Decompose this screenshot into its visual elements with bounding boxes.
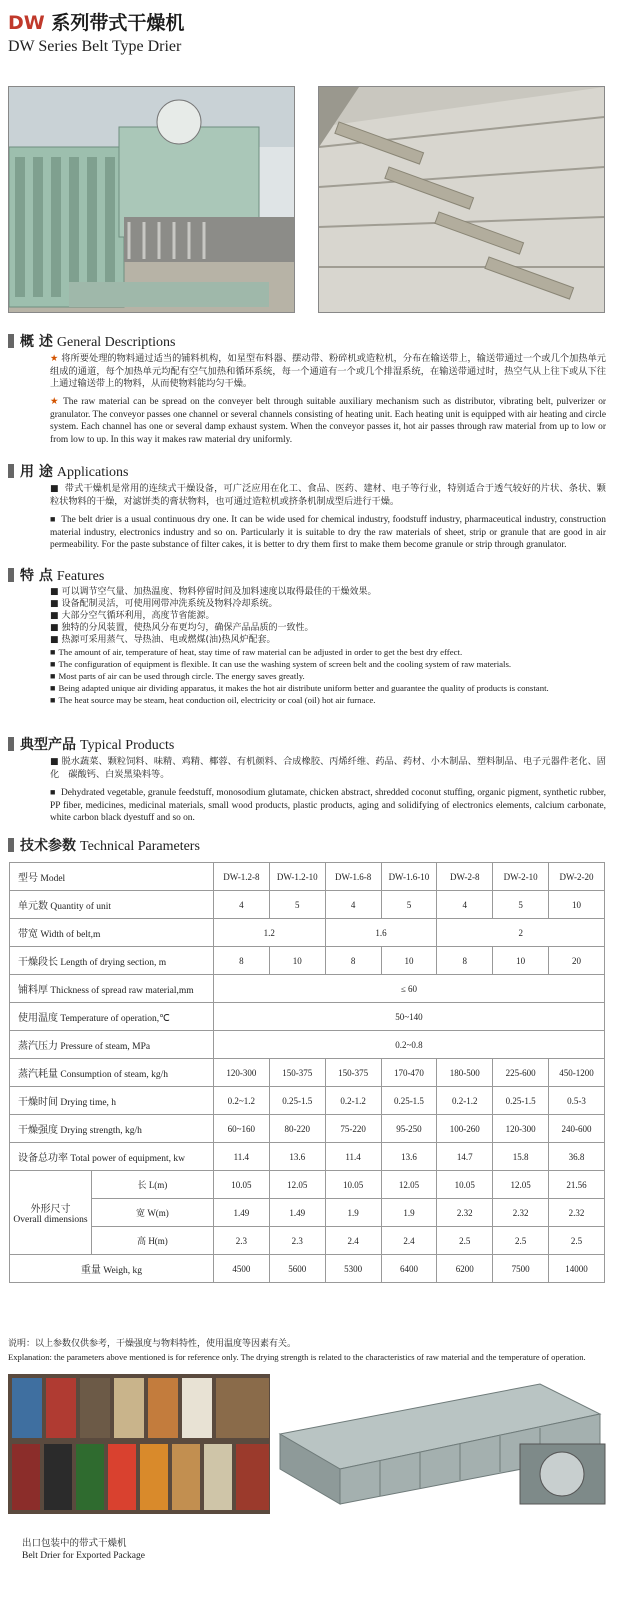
table-cell: 2.4 bbox=[381, 1227, 437, 1255]
label-cn: 蒸汽耗量 bbox=[18, 1069, 58, 1080]
label-cn: 单元数 bbox=[18, 901, 48, 912]
table-cell: 450-1200 bbox=[549, 1059, 605, 1087]
general-text-cn: 将所要处理的物料通过适当的铺料机构，如星型布料器、摆动带、粉碎机或造粒机，分布在输送带上，输送带通过一个或几个加热单元组成的通道，每个加热单元均配有空气加热和循环系统，每一个通道有一个或几个排湿系统，在输送带通过时，热空气从上往下或从下往上通过输送带上的物料，从而使物料能均匀干燥。 bbox=[50, 353, 606, 390]
label-cn: 铺料厚 bbox=[18, 985, 48, 996]
table-cell: 20 bbox=[549, 947, 605, 975]
table-cell: 1.49 bbox=[269, 1199, 325, 1227]
model-cell: DW-1.6-10 bbox=[381, 863, 437, 891]
label-cn: 高 bbox=[137, 1237, 147, 1247]
row-label bbox=[10, 863, 214, 891]
star-icon: ★ bbox=[50, 353, 59, 364]
row-label bbox=[10, 1115, 214, 1143]
table-cell: 180-500 bbox=[437, 1059, 493, 1087]
section-marker bbox=[8, 737, 14, 751]
row-label bbox=[10, 1003, 214, 1031]
model-cell: DW-1.6-8 bbox=[325, 863, 381, 891]
table-cell: 4500 bbox=[213, 1255, 269, 1283]
list-item bbox=[50, 658, 610, 670]
table-cell: 2.5 bbox=[549, 1227, 605, 1255]
table-row bbox=[10, 891, 605, 919]
feature-cn: 独特的分风装置，使热风分布更均匀，确保产品品质的一致性。 bbox=[61, 623, 314, 633]
bullet-icon: ■ bbox=[50, 647, 56, 657]
section-marker bbox=[8, 568, 14, 582]
label-en: Thickness of spread raw material,mm bbox=[50, 986, 194, 996]
table-row bbox=[10, 1255, 605, 1283]
table-cell: 0.2~0.8 bbox=[213, 1031, 604, 1059]
label-cn: 宽 bbox=[136, 1209, 146, 1219]
label-en: Consumption of steam, kg/h bbox=[60, 1070, 169, 1080]
table-cell: 2.3 bbox=[269, 1227, 325, 1255]
row-label bbox=[91, 1171, 213, 1199]
section-features-cn: 特 点 bbox=[20, 568, 53, 584]
feature-en: Most parts of air can be used through circle. The energy saves greatly. bbox=[58, 671, 305, 681]
caption-en: Belt Drier for Exported Package bbox=[22, 1551, 145, 1561]
table-cell: 4 bbox=[213, 891, 269, 919]
row-label bbox=[10, 1059, 214, 1087]
section-general-cn: 概 述 bbox=[20, 334, 53, 350]
list-item bbox=[50, 682, 610, 694]
applications-para-cn bbox=[50, 483, 606, 508]
bullet-icon: ■ bbox=[50, 599, 59, 609]
label-cn: 使用温度 bbox=[18, 1013, 58, 1024]
label-cn: 设备总功率 bbox=[18, 1153, 68, 1164]
table-cell: 2.32 bbox=[437, 1199, 493, 1227]
table-row bbox=[10, 1115, 605, 1143]
table-cell: 100-260 bbox=[437, 1115, 493, 1143]
table-row bbox=[10, 947, 605, 975]
caption-cn: 出口包装中的带式干燥机 bbox=[22, 1538, 127, 1549]
table-cell: 2.4 bbox=[325, 1227, 381, 1255]
model-cell: DW-2-10 bbox=[493, 863, 549, 891]
section-applications-cn: 用 途 bbox=[20, 464, 53, 480]
table-cell: 2.32 bbox=[549, 1199, 605, 1227]
products-para-cn bbox=[50, 756, 606, 781]
model-cell: DW-2-20 bbox=[549, 863, 605, 891]
row-label bbox=[10, 975, 214, 1003]
table-cell: 150-375 bbox=[325, 1059, 381, 1087]
bullet-icon: ■ bbox=[50, 695, 56, 705]
list-item bbox=[50, 634, 610, 646]
list-item bbox=[50, 622, 610, 634]
table-cell: 1.2 bbox=[213, 919, 325, 947]
table-cell: 5 bbox=[269, 891, 325, 919]
row-label bbox=[10, 947, 214, 975]
table-cell: 12.05 bbox=[269, 1171, 325, 1199]
label-cn: 干燥强度 bbox=[18, 1125, 58, 1136]
products-text-en: Dehydrated vegetable, granule feedstuff, monosodium glutamate, chicken abstract, shredded coconut stuffing, organic pigment, synthetic rubber, PP fiber, medicines, medicinal materials, small wood products, plastic products, aging and solidifying of electronics elements, calcium carbonate, white carbon black dyestuff and so on. bbox=[50, 788, 606, 824]
row-label bbox=[10, 891, 214, 919]
section-marker bbox=[8, 464, 14, 478]
table-cell: 8 bbox=[437, 947, 493, 975]
section-general-en: General Descriptions bbox=[56, 335, 176, 350]
section-features-en: Features bbox=[56, 569, 105, 584]
section-marker bbox=[8, 334, 14, 348]
table-cell: 2.32 bbox=[493, 1199, 549, 1227]
table-cell: 150-375 bbox=[269, 1059, 325, 1087]
general-text-en: The raw material can be spread on the conveyer belt through suitable auxiliary mechanism such as distributor, vibrating belt, pulverizer or granulator. The conveyor passes one channel or several channels consisting of heating unit. Each heating unit is equipped with air heating and circle system. Each channel has one or several damp exhaust system. When the conveyor passes it, hot air passes through raw material from up to low or from low to up. In this way it makes raw material dry uniformly. bbox=[50, 397, 607, 445]
table-cell: 1.9 bbox=[381, 1199, 437, 1227]
bullet-icon: ■ bbox=[50, 611, 59, 621]
list-item bbox=[50, 610, 610, 622]
label-en: L(m) bbox=[148, 1180, 168, 1190]
table-cell: 225-600 bbox=[493, 1059, 549, 1087]
label-en: Pressure of steam, MPa bbox=[60, 1042, 151, 1052]
table-cell: 6200 bbox=[437, 1255, 493, 1283]
list-item bbox=[50, 646, 610, 658]
table-cell: 1.9 bbox=[325, 1199, 381, 1227]
feature-en: The configuration of equipment is flexible. It can use the washing system of screen belt and the cooling system of raw materials. bbox=[58, 659, 512, 669]
table-cell: 10.05 bbox=[213, 1171, 269, 1199]
label-en: Overall dimensions bbox=[13, 1215, 88, 1225]
table-cell: 10 bbox=[381, 947, 437, 975]
products-para-en bbox=[50, 786, 606, 825]
table-row bbox=[10, 1087, 605, 1115]
bullet-icon: ■ bbox=[50, 587, 59, 597]
table-cell: 0.25-1.5 bbox=[493, 1087, 549, 1115]
table-row bbox=[10, 1031, 605, 1059]
model-cell: DW-2-8 bbox=[437, 863, 493, 891]
table-row bbox=[10, 975, 605, 1003]
table-cell: 5 bbox=[381, 891, 437, 919]
bullet-icon: ■ bbox=[50, 635, 59, 645]
table-cell: 10 bbox=[493, 947, 549, 975]
table-cell: 2.5 bbox=[437, 1227, 493, 1255]
label-cn: 重量 bbox=[80, 1265, 101, 1276]
note-en: Explanation: the parameters above mentioned is for reference only. The drying strength is related to the characteristics of raw material and the temperature of operation. bbox=[8, 1352, 586, 1362]
table-cell: 12.05 bbox=[381, 1171, 437, 1199]
feature-cn: 大部分空气循环利用，高度节省能源。 bbox=[61, 611, 215, 621]
table-cell: 1.6 bbox=[325, 919, 437, 947]
list-item bbox=[50, 670, 610, 682]
table-cell: 2.3 bbox=[213, 1227, 269, 1255]
model-cell: DW-1.2-8 bbox=[213, 863, 269, 891]
list-item bbox=[50, 694, 610, 706]
applications-text-en: The belt drier is a usual continuous dry one. It can be wide used for chemical industry, foodstuff industry, pharmaceutical industry, construction material industry, electronics industry and so on. Particularly it is suitable to dry the raw materials of sheet, strip or granule that are good in air permeability. For the paste substance of filter cakes, it is better to dry them first to make them become granule or strip through granulator. bbox=[50, 515, 606, 551]
section-tech-en: Technical Parameters bbox=[80, 839, 200, 854]
label-cn: 蒸汽压力 bbox=[18, 1041, 58, 1052]
list-item bbox=[50, 598, 610, 610]
table-row bbox=[10, 1171, 605, 1199]
table-cell: 11.4 bbox=[213, 1143, 269, 1171]
table-cell: 0.25-1.5 bbox=[381, 1087, 437, 1115]
label-en: Total power of equipment, kw bbox=[70, 1154, 186, 1164]
dimensions-label bbox=[10, 1171, 92, 1255]
table-row bbox=[10, 1199, 605, 1227]
table-cell: 0.2-1.2 bbox=[437, 1087, 493, 1115]
feature-en: Being adapted unique air dividing apparatus, it makes the hot air distribute uniform better and guarantee the quality of products is constant. bbox=[58, 683, 549, 693]
feature-cn: 可以调节空气量、加热温度、物料停留时间及加料速度以取得最佳的干燥效果。 bbox=[61, 587, 377, 597]
section-products-en: Typical Products bbox=[80, 738, 175, 753]
table-cell: 170-470 bbox=[381, 1059, 437, 1087]
label-en: Temperature of operation,℃ bbox=[60, 1014, 170, 1024]
table-cell: 13.6 bbox=[381, 1143, 437, 1171]
label-cn: 长 bbox=[137, 1181, 147, 1191]
table-cell: 15.8 bbox=[493, 1143, 549, 1171]
table-cell: 1.49 bbox=[213, 1199, 269, 1227]
section-applications bbox=[8, 461, 128, 481]
table-cell: 5600 bbox=[269, 1255, 325, 1283]
label-en: Drying time, h bbox=[60, 1098, 117, 1108]
table-cell: 75-220 bbox=[325, 1115, 381, 1143]
table-row bbox=[10, 1003, 605, 1031]
table-cell: 0.5-3 bbox=[549, 1087, 605, 1115]
section-tech-cn: 技术参数 bbox=[20, 838, 76, 854]
section-features bbox=[8, 565, 104, 585]
table-cell: 2.5 bbox=[493, 1227, 549, 1255]
label-cn: 型号 bbox=[18, 873, 38, 884]
section-tech bbox=[8, 835, 200, 855]
table-cell: 2 bbox=[437, 919, 605, 947]
table-cell: 80-220 bbox=[269, 1115, 325, 1143]
table-cell: 0.2-1.2 bbox=[325, 1087, 381, 1115]
table-cell: 0.2~1.2 bbox=[213, 1087, 269, 1115]
applications-para-en bbox=[50, 513, 606, 552]
table-cell: 10 bbox=[269, 947, 325, 975]
label-en: Model bbox=[40, 874, 66, 884]
table-cell: 10.05 bbox=[325, 1171, 381, 1199]
section-marker bbox=[8, 838, 14, 852]
tech-params-table bbox=[9, 862, 605, 1283]
table-cell: 120-300 bbox=[493, 1115, 549, 1143]
table-cell: 10 bbox=[549, 891, 605, 919]
bullet-icon: ■ bbox=[50, 671, 56, 681]
label-cn: 干燥时间 bbox=[18, 1097, 58, 1108]
table-cell: 5 bbox=[493, 891, 549, 919]
table-row bbox=[10, 919, 605, 947]
general-para-cn bbox=[50, 353, 606, 391]
bullet-icon: ■ bbox=[50, 514, 56, 524]
table-cell: 50~140 bbox=[213, 1003, 604, 1031]
label-en: W(m) bbox=[147, 1208, 169, 1218]
star-icon: ★ bbox=[50, 397, 60, 407]
products-text-cn: 脱水蔬菜、颗粒饲料、味精、鸡精、椰蓉、有机颜料、合成橡胶、丙烯纤维、药品、药材、小木制品、塑料制品、电子元器件老化、固化 碳酸钙、白炭黑染料等。 bbox=[50, 756, 606, 780]
table-cell: 4 bbox=[437, 891, 493, 919]
row-label bbox=[10, 1143, 214, 1171]
table-cell: 7500 bbox=[493, 1255, 549, 1283]
label-en: Length of drying section, m bbox=[60, 958, 167, 968]
table-cell: 6400 bbox=[381, 1255, 437, 1283]
table-cell: 8 bbox=[213, 947, 269, 975]
table-cell: 5300 bbox=[325, 1255, 381, 1283]
row-label bbox=[10, 1087, 214, 1115]
bullet-icon: ■ bbox=[50, 623, 59, 633]
table-cell: 4 bbox=[325, 891, 381, 919]
label-cn: 带宽 bbox=[18, 929, 38, 940]
table-cell: 60~160 bbox=[213, 1115, 269, 1143]
label-en: H(m) bbox=[148, 1236, 168, 1246]
note-cn: 说明：以上参数仅供参考，干燥强度与物料特性，使用温度等因素有关。 bbox=[8, 1339, 297, 1349]
table-row bbox=[10, 1227, 605, 1255]
label-en: Weigh, kg bbox=[103, 1266, 143, 1276]
table-cell: 240-600 bbox=[549, 1115, 605, 1143]
row-label bbox=[91, 1199, 213, 1227]
table-row bbox=[10, 863, 605, 891]
label-cn: 外形尺寸 bbox=[30, 1204, 71, 1215]
section-products-cn: 典型产品 bbox=[20, 737, 76, 753]
table-cell: ≤ 60 bbox=[213, 975, 604, 1003]
label-en: Drying strength, kg/h bbox=[60, 1126, 142, 1136]
table-cell: 14000 bbox=[549, 1255, 605, 1283]
table-cell: 13.6 bbox=[269, 1143, 325, 1171]
row-label bbox=[10, 919, 214, 947]
bullet-icon: ■ bbox=[50, 484, 59, 494]
table-row bbox=[10, 1143, 605, 1171]
feature-en: The heat source may be steam, heat conduction oil, electricity or coal (oil) hot air furnace. bbox=[58, 695, 376, 705]
row-label bbox=[91, 1227, 213, 1255]
title-prefix: DW bbox=[8, 12, 45, 34]
bullet-icon: ■ bbox=[50, 659, 56, 669]
feature-cn: 设备配制灵活，可使用网带冲洗系统及物料冷却系统。 bbox=[61, 599, 278, 609]
bullet-icon: ■ bbox=[50, 683, 56, 693]
product-samples-photo bbox=[8, 1374, 273, 1514]
feature-en: The amount of air, temperature of heat, stay time of raw material can be adjusted in order to get the best dry effect. bbox=[58, 647, 463, 657]
table-cell: 36.8 bbox=[549, 1143, 605, 1171]
table-cell: 120-300 bbox=[213, 1059, 269, 1087]
section-applications-en: Applications bbox=[56, 465, 129, 480]
bullet-icon: ■ bbox=[50, 757, 59, 767]
label-en: Width of belt,m bbox=[40, 930, 101, 940]
features-list bbox=[50, 586, 610, 706]
list-item bbox=[50, 586, 610, 598]
table-cell: 95-250 bbox=[381, 1115, 437, 1143]
table-cell: 0.25-1.5 bbox=[269, 1087, 325, 1115]
section-general bbox=[8, 331, 175, 351]
table-row bbox=[10, 1059, 605, 1087]
row-label bbox=[10, 1255, 214, 1283]
table-cell: 11.4 bbox=[325, 1143, 381, 1171]
table-cell: 10.05 bbox=[437, 1171, 493, 1199]
general-para-en bbox=[50, 396, 606, 446]
bullet-icon: ■ bbox=[50, 787, 56, 797]
page-subtitle: DW Series Belt Type Drier bbox=[8, 38, 182, 55]
applications-text-cn: 带式干燥机是常用的连续式干燥设备，可广泛应用在化工、食品、医药、建材、电子等行业，特别适合于透气较好的片状、条状、颗粒状物料的干燥，对滤饼类的膏状物料，也可通过造粒机或挤条机制成型后进行干燥。 bbox=[50, 483, 606, 507]
exported-drier-photo bbox=[270, 1374, 618, 1524]
label-cn: 干燥段长 bbox=[18, 957, 58, 968]
label-en: Quantity of unit bbox=[50, 902, 112, 912]
table-cell: 8 bbox=[325, 947, 381, 975]
title-cn: 系列带式干燥机 bbox=[44, 12, 185, 34]
section-products bbox=[8, 734, 174, 754]
model-cell: DW-1.2-10 bbox=[269, 863, 325, 891]
row-label bbox=[10, 1031, 214, 1059]
feature-cn: 热源可采用蒸气、导热油、电或燃煤(油)热风炉配套。 bbox=[61, 635, 276, 645]
page-title bbox=[8, 8, 184, 35]
belt-drier-machine-photo bbox=[8, 86, 295, 313]
conveyor-belt-closeup-photo bbox=[318, 86, 605, 313]
table-cell: 21.56 bbox=[549, 1171, 605, 1199]
table-cell: 12.05 bbox=[493, 1171, 549, 1199]
table-cell: 14.7 bbox=[437, 1143, 493, 1171]
